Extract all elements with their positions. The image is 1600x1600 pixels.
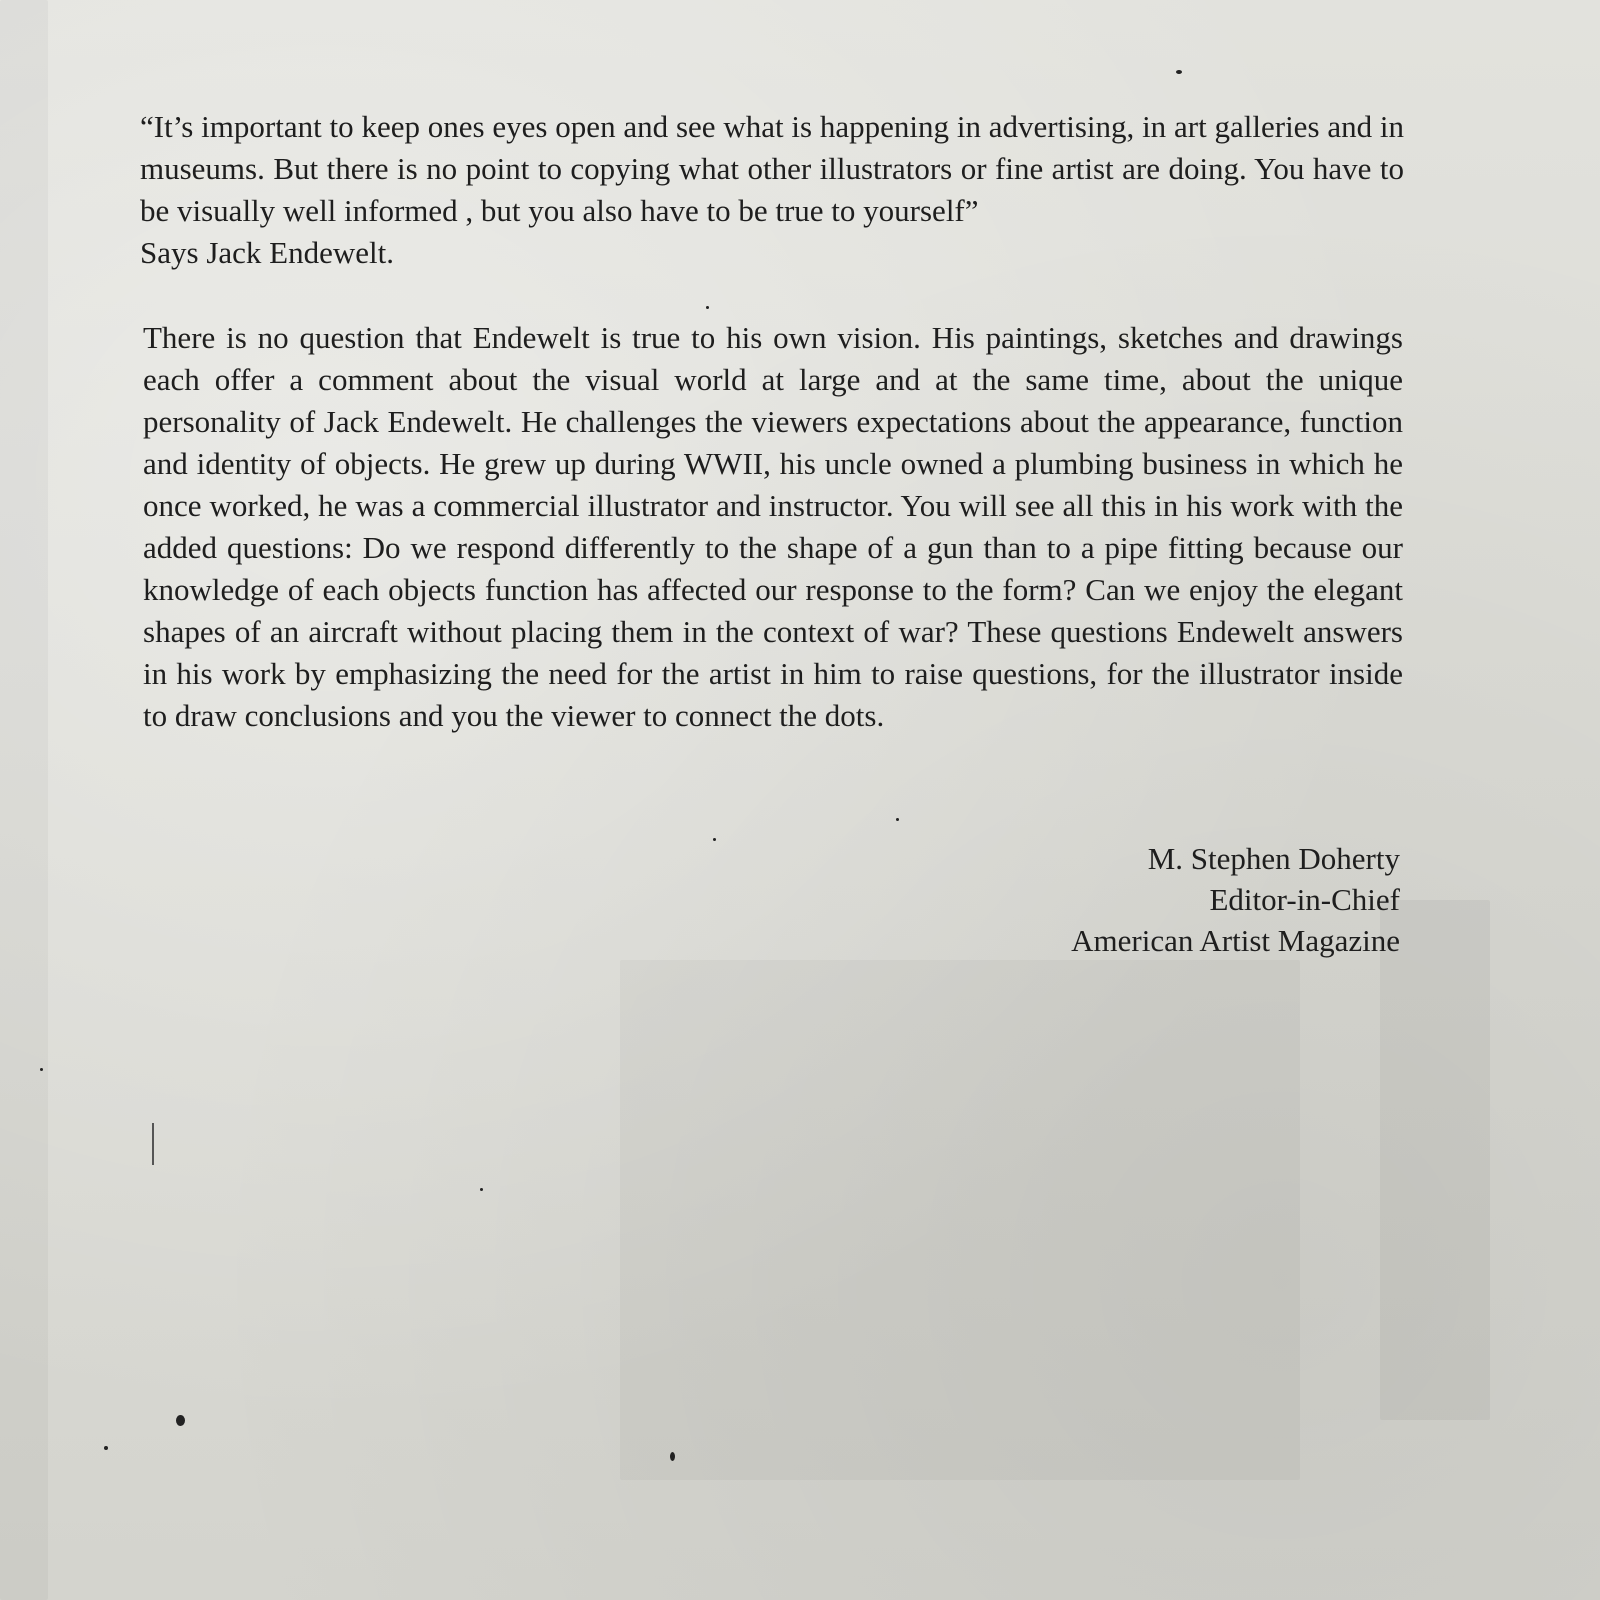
page-shadow-left — [0, 0, 48, 1600]
dust-speck — [713, 838, 716, 841]
dust-speck — [1176, 70, 1182, 74]
quote-paragraph — [140, 106, 1404, 274]
quote-text: “It’s important to keep ones eyes open and see what is happening in advertising, in art galleries and in museums. But there is no point to copying what other illustrators or fine artist are doing. You have to be visually well informed , but you also have to be true to yourself” — [140, 109, 1404, 228]
body-text: There is no question that Endewelt is true to his own vision. His paintings, sketches and drawings each offer a comment about the visual world at large and at the same time, about the unique personality of Jack Endewelt. He challenges the viewers expectations about the appearance, function and identity of objects. He grew up during WWII, his uncle owned a plumbing business in which he once worked, he was a commercial illustrator and instructor. You will see all this in his work with the added questions: Do we respond differently to the shape of a gun than to a pipe fitting because our knowledge of each objects function has affected our response to the form? Can we enjoy the elegant shapes of an aircraft without placing them in the context of war? These questions Endewelt answers in his work by emphasizing the need for the artist in him to raise questions, for the illustrator inside to draw conclusions and you the viewer to connect the dots. — [143, 320, 1403, 733]
dust-speck — [176, 1415, 185, 1426]
signature-block — [1071, 838, 1400, 961]
dust-speck — [706, 306, 709, 309]
body-paragraph — [143, 317, 1403, 737]
dust-speck — [40, 1068, 43, 1071]
pencil-mark — [152, 1123, 154, 1165]
quote-attribution: Says Jack Endewelt. — [140, 235, 394, 270]
dust-speck — [480, 1188, 483, 1191]
dust-speck — [670, 1452, 675, 1461]
signature-organization: American Artist Magazine — [1071, 923, 1400, 958]
dust-speck — [104, 1446, 108, 1450]
dust-speck — [896, 818, 899, 821]
bleed-through-area — [620, 960, 1300, 1480]
bleed-through-strip — [1380, 900, 1490, 1420]
signature-title: Editor-in-Chief — [1209, 882, 1400, 917]
signature-name: M. Stephen Doherty — [1147, 841, 1400, 876]
